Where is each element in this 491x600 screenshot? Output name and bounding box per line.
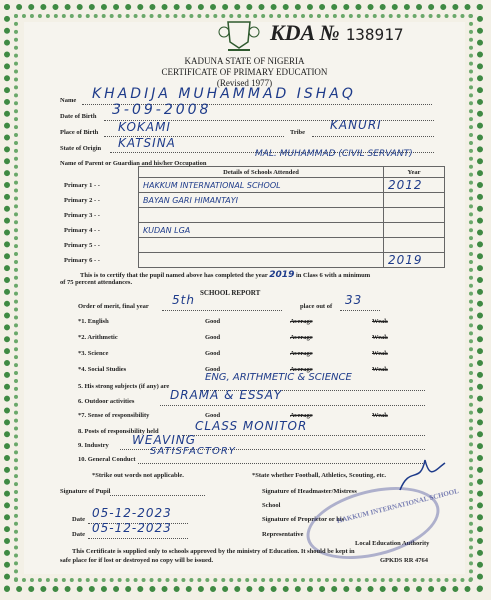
industry-value: WEAVING: [132, 433, 197, 447]
date-1-label: Date: [72, 516, 85, 523]
place-of-birth-value: KOKAMI: [118, 120, 171, 134]
parent-value: MAL. MUHAMMAD (CIVIL SERVANT): [255, 149, 413, 159]
name-label: Name: [60, 97, 77, 104]
form-code: GPKDS RR 4764: [380, 557, 429, 564]
proprietor-signature-label: Signature of Proprietor or his: [262, 516, 345, 523]
industry-label: 9. Industry: [78, 442, 109, 449]
serial-number: KDA № 138917: [270, 20, 404, 45]
completion-statement: This is to certify that the pupil named above has completed the year 2019 in Class 6 with a minimum: [80, 270, 371, 280]
pupil-signature-label: Signature of Pupil: [60, 488, 111, 495]
completion-attendance: of 75 percent attendances.: [60, 279, 133, 286]
date-2-label: Date: [72, 531, 85, 538]
place-of-birth-label: Place of Birth: [60, 129, 99, 136]
table-row: Primary 3 - -: [60, 208, 445, 223]
schools-header-details: Details of Schools Attended: [139, 167, 384, 178]
strong-subjects-value: ENG, ARITHMETIC & SCIENCE: [205, 372, 352, 383]
date-1-value: 05-12-2023: [92, 506, 172, 520]
dob-label: Date of Birth: [60, 113, 97, 120]
sports-note: *State whether Football, Athletics, Scouting, etc.: [252, 472, 387, 479]
head-signature-label: Signature of Headmaster/Mistress: [262, 488, 357, 495]
subject-science-label: *3. Science: [78, 350, 109, 357]
strike-note: *Strike out words not applicable.: [92, 472, 184, 479]
posts-label: 8. Posts of responsibility held: [78, 428, 159, 435]
school-stamp-text: HAKKUM INTERNATIONAL SCHOOL: [335, 486, 460, 526]
outdoor-activities-label: 6. Outdoor activities: [78, 398, 135, 405]
conduct-label: 10. General Conduct: [78, 456, 136, 463]
notice-line-1: This Certificate is supplied only to schools approved by the ministry of Education. It should be kept in: [72, 548, 355, 555]
schools-table: [60, 166, 445, 268]
subject-arithmetic-label: *2. Arithmetic: [78, 334, 118, 341]
education-authority-label: Local Education Authority: [355, 540, 430, 547]
state-heading: KADUNA STATE OF NIGERIA: [184, 56, 305, 66]
conduct-value: SATISFACTORY: [150, 446, 236, 457]
subject-social-studies-label: *4. Social Studies: [78, 366, 127, 373]
table-row: Primary 2 - - BAYAN GARI HIMANTAYI: [60, 193, 445, 208]
name-value: KHADIJA MUHAMMAD ISHAQ: [92, 86, 356, 102]
date-2-value: 05-12-2023: [92, 521, 172, 535]
table-row: Primary 5 - -: [60, 238, 445, 253]
tribe-label: Tribe: [290, 129, 306, 136]
table-row: Primary 6 - - 2019: [60, 253, 445, 268]
revision-note: (Revised 1977): [216, 78, 273, 88]
representative-label: Representative: [262, 531, 304, 538]
coat-of-arms-icon: [218, 14, 260, 54]
responsibility-label: *7. Sense of responsibility: [78, 412, 150, 419]
parent-label: Name of Parent or Guardian and his/her Occupation: [60, 160, 207, 167]
order-of-merit-value: 5th: [172, 293, 195, 307]
table-row: Primary 1 - - HAKKUM INTERNATIONAL SCHOOL 2012: [60, 178, 445, 193]
certificate-title: CERTIFICATE OF PRIMARY EDUCATION: [161, 67, 328, 77]
state-of-origin-value: KATSINA: [118, 136, 176, 150]
table-row: Primary 4 - - KUDAN LGA: [60, 223, 445, 238]
notice-line-2: safe place for if lost or destroyed no copy will be issued.: [60, 557, 214, 564]
place-out-of-label: place out of: [300, 303, 333, 310]
outdoor-activities-value: DRAMA & ESSAY: [170, 388, 283, 402]
posts-value: CLASS MONITOR: [195, 419, 308, 433]
place-out-of-value: 33: [345, 293, 363, 307]
strong-subjects-label: 5. His strong subjects (if any) are: [78, 383, 170, 390]
schools-header-year: Year: [384, 167, 445, 178]
state-of-origin-label: State of Origin: [60, 145, 102, 152]
order-of-merit-label: Order of merit, final year: [78, 303, 149, 310]
school-label: School: [262, 502, 281, 509]
dob-value: 3-09-2008: [112, 102, 212, 118]
tribe-value: KANURI: [330, 118, 382, 132]
school-report-title: SCHOOL REPORT: [200, 289, 261, 297]
subject-english-label: *1. English: [78, 318, 109, 325]
